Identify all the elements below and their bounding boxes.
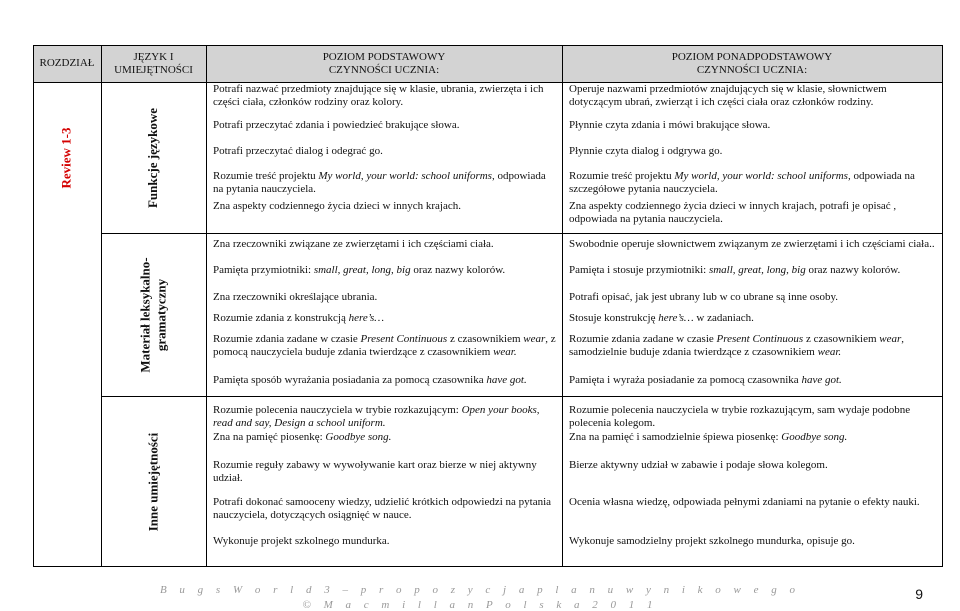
footer-copyright: © M a c m i l l a n P o l s k a 2 0 1 1: [302, 599, 658, 611]
funkcje-adv-2: Płynnie czyta zdania i mówi brakujące słowa.: [569, 119, 771, 131]
material-adv-3: Potrafi opisać, jak jest ubrany lub w co ubrane są inne osoby.: [569, 291, 839, 303]
funkcje-basic-5: Zna aspekty codziennego życia dzieci w innych krajach.: [213, 200, 461, 212]
inne-adv-3: Bierze aktywny udział w zabawie i podaje słowa kolegom.: [569, 459, 828, 471]
material-basic-1: Zna rzeczowniki związane ze zwierzętami i ich częściami ciała.: [213, 238, 494, 250]
header-jezyk: JĘZYK I UMIEJĘTNOŚCI: [114, 51, 193, 76]
footer-title: B u g s W o r l d 3 – p r o p o z y c j a p l a n u w y n i k o w e g o: [159, 584, 801, 596]
material-basic-4: Rozumie zdania z konstrukcją here’s…: [213, 312, 385, 324]
inne-adv-4: Ocenia własna wiedzę, odpowiada pełnymi zdaniami na pytanie o efekty nauki.: [569, 496, 920, 508]
funkcje-adv-1: Operuje nazwami przedmiotów znajdujących się w klasie, słownictwem dotyczącym ubrań, zwierząt i ich części ciała oraz członków rodziny.: [569, 83, 887, 108]
header-rozdzial: ROZDZIAŁ: [39, 57, 95, 69]
inne-basic-4: Potrafi dokonać samooceny wiedzy, udzielić krótkich odpowiedzi na pytania nauczyciela, dotyczących osiągnięć w nauce.: [213, 496, 552, 521]
material-basic-2: Pamięta przymiotniki: small, great, long, big oraz nazwy kolorów.: [213, 264, 506, 276]
section-title-funkcje: Funkcje językowe: [145, 107, 161, 209]
material-adv-6: Pamięta i wyraża posiadanie za pomocą czasownika have got.: [569, 374, 842, 386]
funkcje-basic-2: Potrafi przeczytać zdania i powiedzieć brakujące słowa.: [213, 119, 460, 131]
material-adv-2: Pamięta i stosuje przymiotniki: small, great, long, big oraz nazwy kolorów.: [569, 264, 901, 276]
header-poziom-podstawowy: POZIOM PODSTAWOWY CZYNNOŚCI UCZNIA:: [322, 51, 446, 76]
material-adv-5: Rozumie zdania zadane w czasie Present Continuous z czasownikiem wear, samodzielnie buduje zdania twierdzące z czasownikiem wear.: [569, 333, 905, 358]
funkcje-adv-3: Płynnie czyta dialog i odgrywa go.: [569, 145, 723, 157]
inne-basic-5: Wykonuje projekt szkolnego mundurka.: [213, 535, 390, 547]
funkcje-basic-1: Potrafi nazwać przedmioty znajdujące się w klasie, ubrania, zwierzęta i ich części ciała, członków rodziny oraz kolory.: [213, 83, 544, 108]
material-basic-5: Rozumie zdania zadane w czasie Present Continuous z czasownikiem wear, z pomocą nauczyciela buduje zdania twierdzące z czasownikiem wear.: [213, 333, 556, 358]
funkcje-basic-3: Potrafi przeczytać dialog i odegrać go.: [213, 145, 383, 157]
section-title-material: Materiał leksykalno- gramatyczny: [137, 257, 169, 373]
inne-adv-2: Zna na pamięć i samodzielnie śpiewa piosenkę: Goodbye song.: [569, 431, 848, 443]
inne-adv-5: Wykonuje samodzielny projekt szkolnego mundurka, opisuje go.: [569, 535, 855, 547]
section-title-inne: Inne umiejętności: [145, 432, 161, 531]
material-basic-3: Zna rzeczowniki określające ubrania.: [213, 291, 378, 303]
material-adv-4: Stosuje konstrukcję here’s… w zadaniach.: [569, 312, 754, 324]
inne-basic-2: Zna na pamięć piosenkę: Goodbye song.: [213, 431, 392, 443]
page-number: 9: [915, 586, 923, 602]
material-adv-1: Swobodnie operuje słownictwem związanym ze zwierzętami i ich częściami ciała..: [569, 238, 935, 250]
funkcje-adv-5: Zna aspekty codziennego życia dzieci w innych krajach, potrafi je opisać , odpowiada na pytania nauczyciela.: [569, 200, 897, 225]
inne-basic-1: Rozumie polecenia nauczyciela w trybie rozkazującym: Open your books, read and say, Design a school uniform.: [213, 404, 540, 429]
header-poziom-ponadpodstawowy: POZIOM PONADPODSTAWOWY CZYNNOŚCI UCZNIA:: [671, 51, 833, 76]
inne-adv-1: Rozumie polecenia nauczyciela w trybie rozkazującym, sam wydaje podobne polecenia kolegom.: [569, 404, 911, 429]
material-basic-6: Pamięta sposób wyrażania posiadania za pomocą czasownika have got.: [213, 374, 527, 386]
inne-basic-3: Rozumie reguły zabawy w wywoływanie kart oraz bierze w niej aktywny udział.: [213, 459, 537, 484]
funkcje-adv-4: Rozumie treść projektu My world, your world: school uniforms, odpowiada na szczegółowe pytania nauczyciela.: [569, 170, 915, 195]
chapter-label: Review 1-3: [58, 127, 74, 189]
funkcje-basic-4: Rozumie treść projektu My world, your world: school uniforms, odpowiada na pytania nauczyciela.: [213, 170, 546, 195]
